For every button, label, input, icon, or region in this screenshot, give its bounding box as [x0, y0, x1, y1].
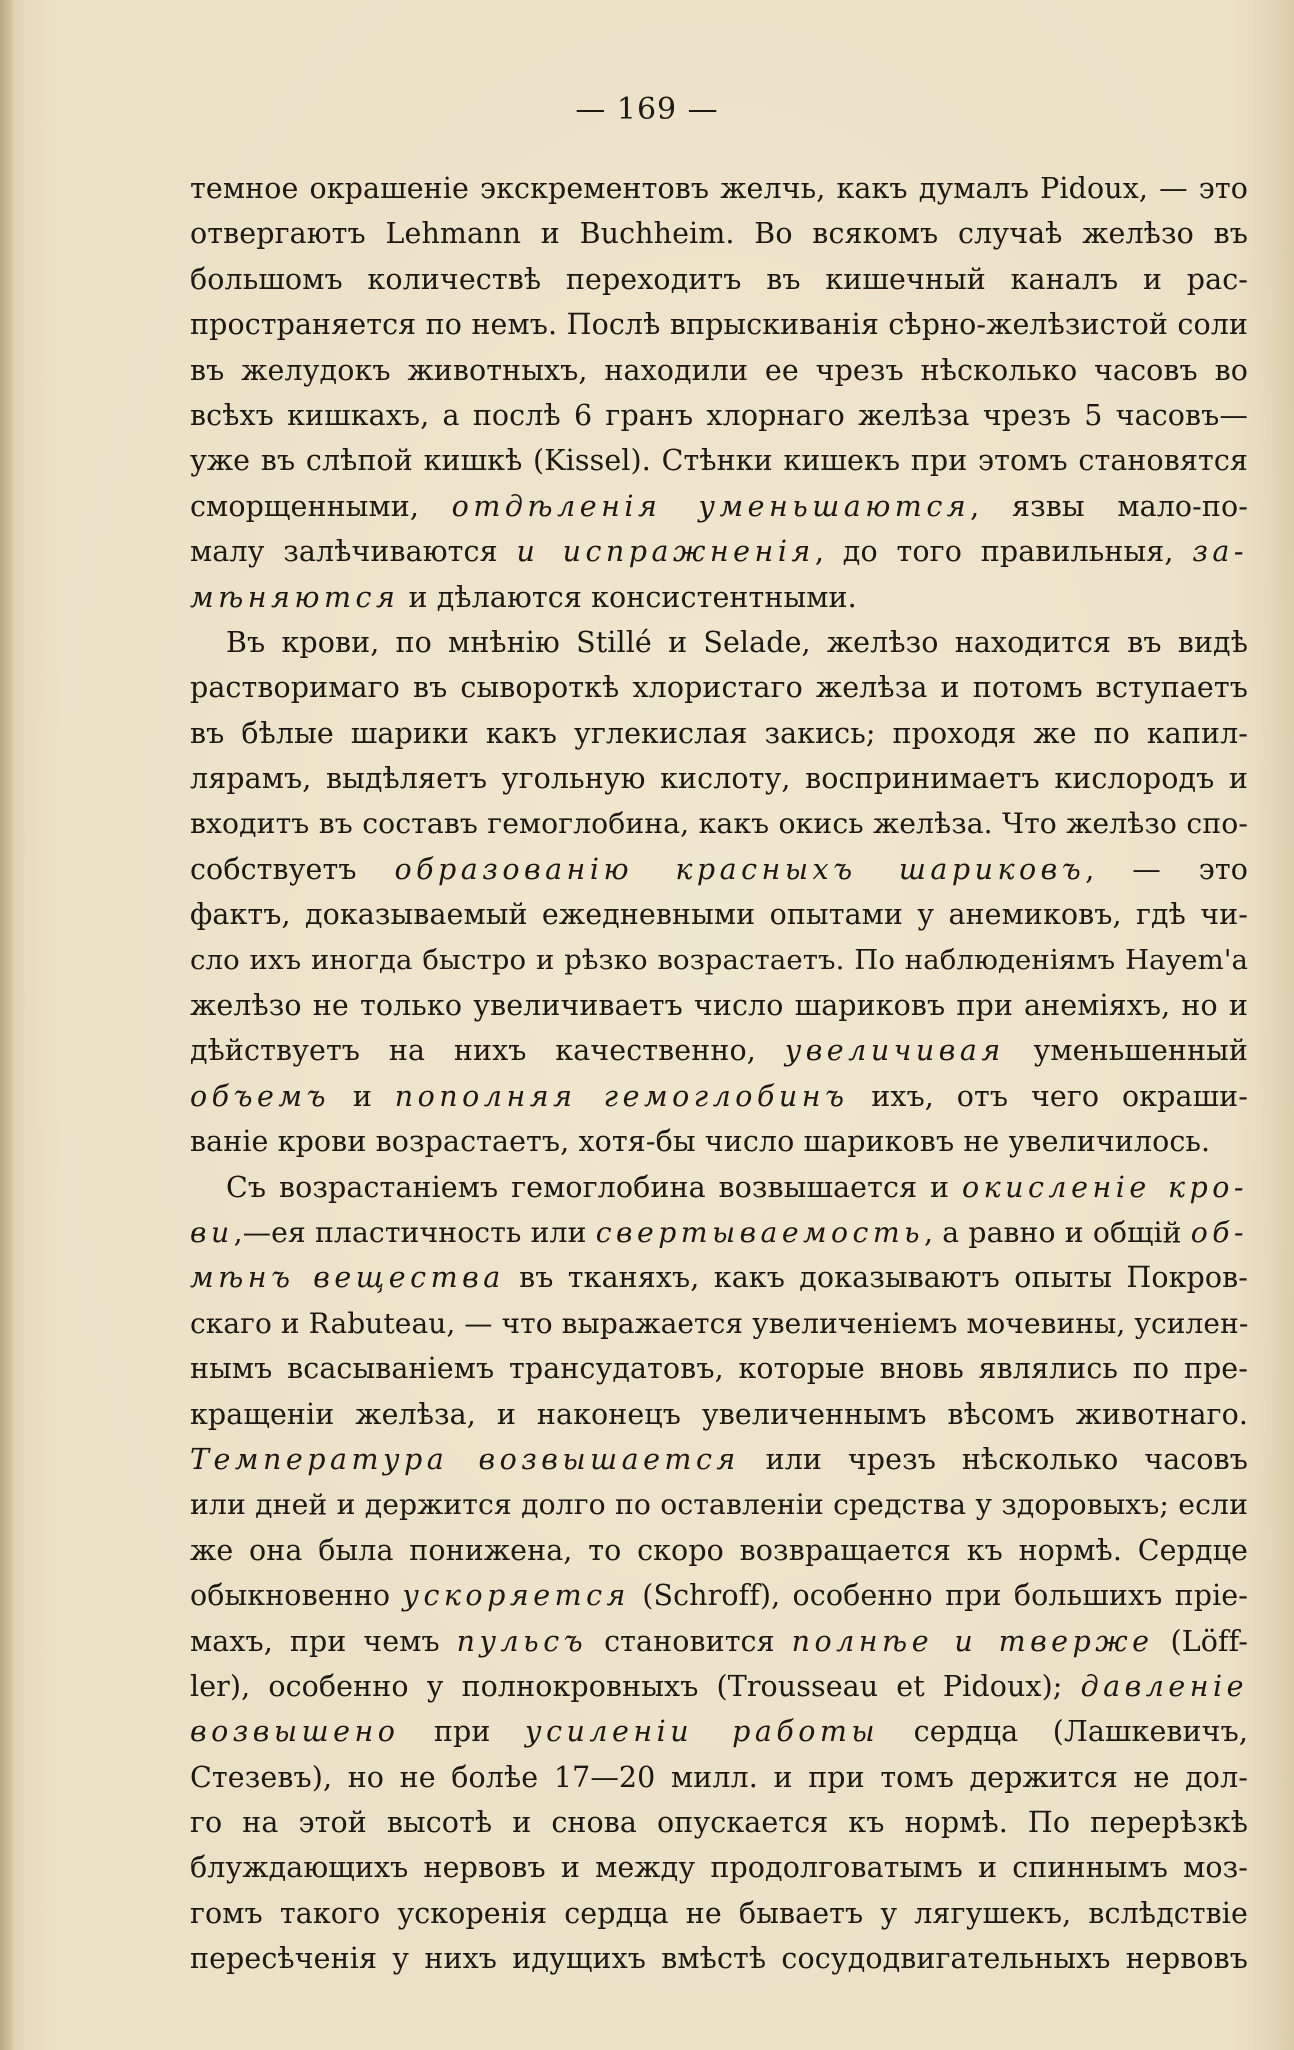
emphasized-text: за- [1192, 535, 1248, 569]
text-segment: , до того правильныя, [814, 535, 1193, 569]
text-line [190, 1936, 1248, 1981]
text-line [190, 892, 1248, 937]
text-line [190, 1301, 1248, 1346]
text-line [190, 1482, 1248, 1527]
text-segment: въ тканяхъ, какъ доказываютъ опыты Покров- [504, 1261, 1248, 1295]
text-segment: лярамъ, выдѣляетъ угольную кислоту, воспринимаетъ кислородъ и [190, 762, 1248, 796]
text-line [190, 938, 1248, 983]
emphasized-text: и испражненія [516, 535, 815, 569]
text-segment: блуждающихъ нервовъ и между продолговатымъ и спиннымъ моз- [190, 1851, 1248, 1885]
text-segment: пересѣченія у нихъ идущихъ вмѣстѣ сосудодвигательныхъ нервовъ [190, 1942, 1248, 1976]
text-line [190, 756, 1248, 801]
text-segment: малу залѣчиваются [190, 535, 517, 569]
text-line [190, 1573, 1248, 1618]
emphasized-text: ускоряется [402, 1579, 630, 1613]
emphasized-text: пополняя гемоглобинъ [394, 1079, 849, 1113]
text-line [190, 348, 1248, 393]
text-segment: входитъ въ составъ гемоглобина, какъ окись желѣза. Что желѣзо спо- [190, 807, 1248, 841]
text-line [190, 1891, 1248, 1936]
text-segment: (Schroff), особенно при большихъ пріе- [629, 1579, 1248, 1613]
emphasized-text: давленіе [1080, 1669, 1248, 1703]
emphasized-text: полнѣе и тверже [791, 1624, 1154, 1658]
text-line [190, 1165, 1248, 1210]
emphasized-text: отдѣленія уменьшаются [451, 489, 971, 523]
text-segment: сло ихъ иногда быстро и рѣзко возрастаетъ. По наблюденіямъ Hayem'a [190, 943, 1248, 976]
text-segment: сморщенными, [190, 489, 452, 523]
emphasized-text: объемъ [190, 1079, 331, 1113]
emphasized-text: окисленіе кро- [961, 1170, 1248, 1204]
emphasized-text: мѣнъ вещества [190, 1261, 505, 1295]
text-line [190, 1119, 1248, 1164]
text-segment: обыкновенно [190, 1579, 403, 1613]
emphasized-text: образованію красныхъ шариковъ [394, 852, 1086, 886]
text-segment: ихъ, отъ чего окраши- [848, 1079, 1248, 1113]
text-line [190, 1346, 1248, 1391]
text-line [190, 1845, 1248, 1890]
text-line [190, 1392, 1248, 1437]
text-line [190, 665, 1248, 710]
text-line [190, 1800, 1248, 1845]
text-line [190, 393, 1248, 438]
text-segment: фактъ, доказываемый ежедневными опытами у анемиковъ, гдѣ чи- [190, 898, 1248, 932]
text-line [190, 484, 1248, 529]
text-line [190, 1210, 1248, 1255]
text-line [190, 847, 1248, 892]
text-segment: собствуетъ [190, 852, 395, 886]
text-segment: или дней и держится долго по оставленіи средства у здоровыхъ; если [190, 1488, 1248, 1522]
text-line [190, 438, 1248, 483]
text-line [190, 529, 1248, 574]
text-line [190, 711, 1248, 756]
text-segment: въ желудокъ животныхъ, находили ее чрезъ нѣсколько часовъ во [190, 353, 1248, 387]
text-line [190, 1709, 1248, 1754]
text-line [190, 211, 1248, 256]
text-segment: уменьшенный [1004, 1034, 1248, 1068]
text-line [190, 1255, 1248, 1300]
text-segment: махъ, при чемъ [190, 1624, 457, 1658]
text-segment: Въ крови, по мнѣнію Stillé и Selade, желѣзо находится въ видѣ [226, 625, 1248, 659]
page-number: — 169 — [575, 92, 719, 127]
text-line [190, 983, 1248, 1028]
text-segment: сердца (Лашкевичъ, [879, 1715, 1248, 1749]
text-segment: нымъ всасываніемъ трансудатовъ, которые вновь являлись по пре- [190, 1352, 1248, 1386]
text-segment: отвергаютъ Lehmann и Buchheim. Во всякомъ случаѣ желѣзо въ [190, 217, 1248, 251]
text-line [190, 801, 1248, 846]
emphasized-text: об- [1190, 1215, 1248, 1249]
text-line [190, 575, 1248, 620]
text-segment: ,—ея пластичность или [233, 1215, 596, 1249]
text-segment: , — это [1085, 852, 1248, 886]
text-segment: большомъ количествѣ переходитъ въ кишечный каналъ и рас- [190, 262, 1248, 296]
text-line [190, 166, 1248, 211]
text-segment: въ бѣлые шарики какъ углекислая закись; проходя же по капил- [190, 716, 1248, 750]
text-segment: го на этой высотѣ и снова опускается къ нормѣ. По перерѣзкѣ [190, 1806, 1248, 1840]
text-segment: при [399, 1715, 526, 1749]
text-segment: же она была понижена, то скоро возвращается къ нормѣ. Сердце [190, 1533, 1248, 1567]
body-text [190, 166, 1248, 1982]
text-segment: или чрезъ нѣсколько часовъ [739, 1442, 1248, 1476]
emphasized-text: пульсъ [456, 1624, 588, 1658]
text-segment: и [330, 1079, 395, 1113]
text-segment: , язвы мало-по- [970, 489, 1248, 523]
text-segment: (Löff- [1153, 1624, 1248, 1658]
text-segment: желѣзо не только увеличиваетъ число шариковъ при анеміяхъ, но и [190, 989, 1248, 1023]
text-line [190, 1755, 1248, 1800]
emphasized-text: мѣняются [190, 580, 400, 614]
text-segment: Съ возрастаніемъ гемоглобина возвышается и [226, 1170, 962, 1204]
text-segment: ваніе крови возрастаетъ, хотя-бы число шариковъ не увеличилось. [190, 1125, 1211, 1159]
emphasized-text: свертываемость [595, 1215, 925, 1249]
emphasized-text: возвышено [190, 1715, 400, 1749]
page-binding-edge [0, 0, 14, 2050]
emphasized-text: усиленіи работы [525, 1715, 880, 1749]
text-line [190, 1437, 1248, 1482]
text-segment: темное окрашеніе экскрементовъ желчь, какъ думалъ Pidoux, — это [190, 172, 1248, 205]
text-segment: становится [587, 1624, 792, 1658]
text-segment: Стезевъ), но не болѣе 17—20 милл. и при томъ держится не дол- [190, 1760, 1248, 1794]
emphasized-text: увеличивая [784, 1034, 1005, 1068]
text-segment: уже въ слѣпой кишкѣ (Kissel). Стѣнки кишекъ при этомъ становятся [190, 444, 1248, 478]
text-line [190, 1664, 1248, 1709]
text-segment: дѣйствуетъ на нихъ качественно, [190, 1034, 785, 1068]
text-line [190, 1619, 1248, 1664]
text-segment: растворимаго въ сывороткѣ хлористаго желѣза и потомъ вступаетъ [190, 671, 1248, 705]
text-segment: и дѣлаются консистентными. [399, 580, 857, 614]
text-line [190, 1528, 1248, 1573]
text-segment: гомъ такого ускоренія сердца не бываетъ у лягушекъ, вслѣдствіе [190, 1896, 1248, 1930]
text-line [190, 620, 1248, 665]
text-line [190, 257, 1248, 302]
text-line [190, 1074, 1248, 1119]
text-segment: всѣхъ кишкахъ, а послѣ 6 гранъ хлорнаго желѣза чрезъ 5 часовъ— [190, 398, 1248, 432]
text-line [190, 1028, 1248, 1073]
emphasized-text: Температура возвышается [190, 1442, 740, 1476]
text-segment: пространяется по немъ. Послѣ впрыскиванія сѣрно-желѣзистой соли [190, 308, 1248, 342]
text-segment: ler), особенно у полнокровныхъ (Trousseau et Pidoux); [190, 1669, 1081, 1703]
emphasized-text: ви [190, 1215, 234, 1249]
text-segment: скаго и Rabuteau, — что выражается увеличеніемъ мочевины, усилен- [190, 1306, 1249, 1340]
text-segment: кращеніи желѣза, и наконецъ увеличеннымъ вѣсомъ животнаго. [190, 1397, 1248, 1431]
text-segment: , а равно и общій [924, 1215, 1191, 1249]
text-line [190, 302, 1248, 347]
